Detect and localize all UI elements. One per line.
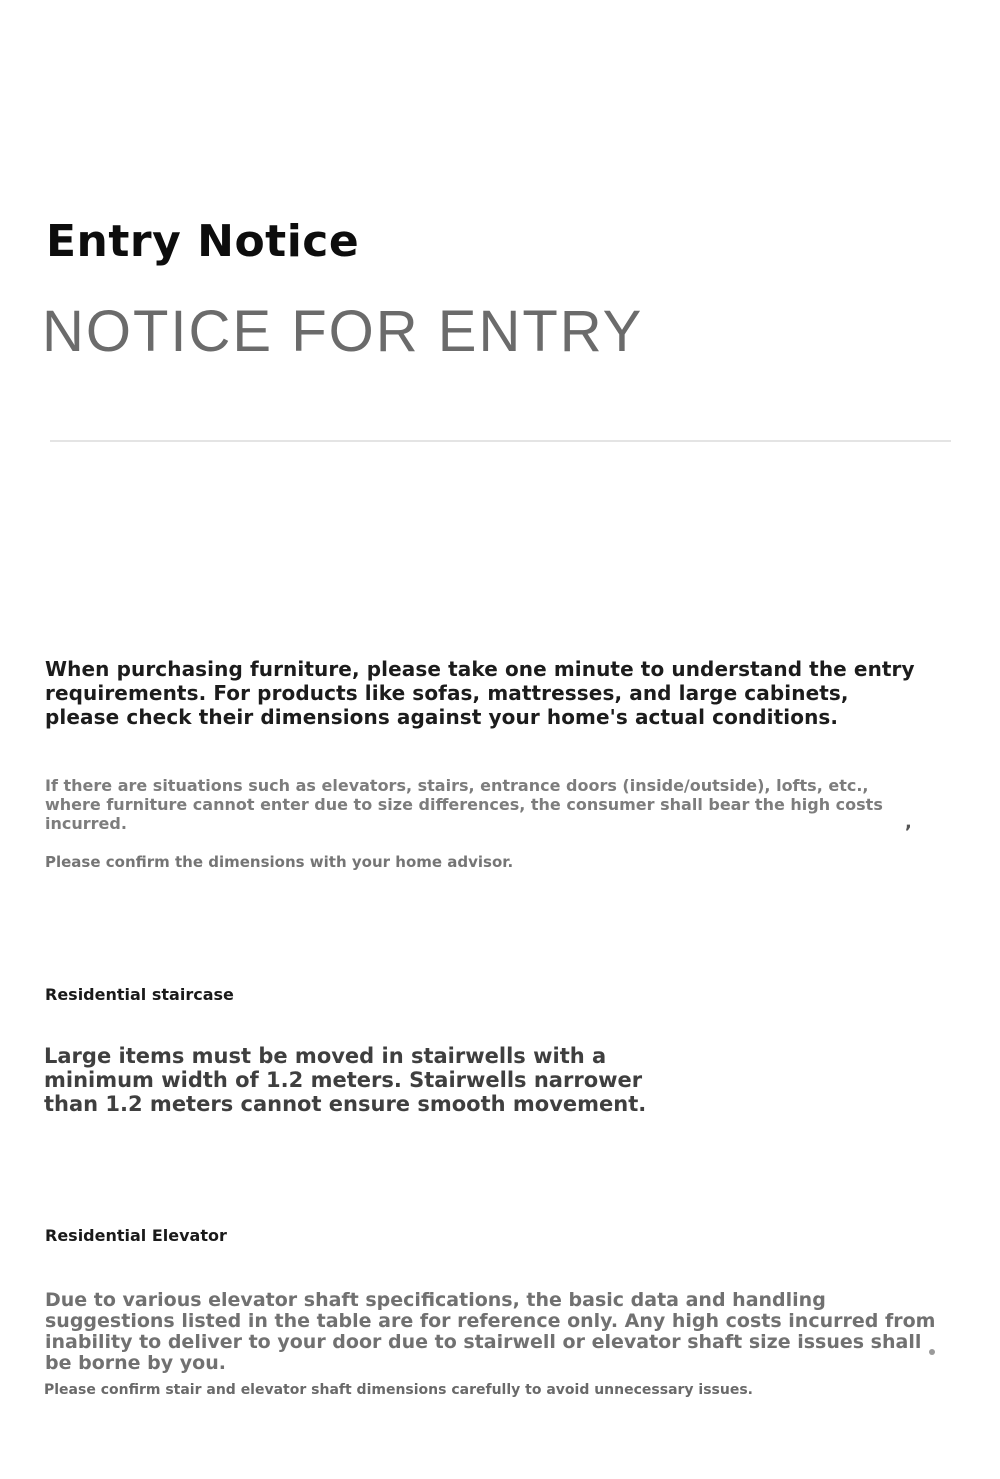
dot-mark — [929, 1349, 935, 1355]
page-title: Entry Notice — [46, 216, 360, 267]
cost-warning-paragraph: If there are situations such as elevators, stairs, entrance doors (inside/outside), lofts, etc., where furniture cannot enter due to size differences, the consumer shall bear the high costs incurred. — [45, 776, 883, 833]
trailing-comma-mark: , — [905, 812, 912, 833]
elevator-paragraph: Due to various elevator shaft specifications, the basic data and handling suggestions listed in the table are for reference only. Any high costs incurred from inability to deliver to your door due to stairwell or elevator shaft size issues shall be borne by you. — [45, 1289, 936, 1374]
advisor-confirm-note: Please confirm the dimensions with your home advisor. — [45, 853, 514, 871]
page-subtitle: NOTICE FOR ENTRY — [42, 299, 644, 364]
staircase-heading: Residential staircase — [45, 985, 234, 1004]
intro-paragraph: When purchasing furniture, please take one minute to understand the entry requirements. For products like sofas, mattresses, and large cabinets, please check their dimensions against your home's actual conditions. — [45, 657, 915, 729]
section-divider — [50, 440, 951, 442]
staircase-paragraph: Large items must be moved in stairwells with a minimum width of 1.2 meters. Stairwells narrower than 1.2 meters cannot ensure smooth movement. — [44, 1044, 647, 1116]
elevator-heading: Residential Elevator — [45, 1226, 227, 1245]
final-confirm-note: Please confirm stair and elevator shaft dimensions carefully to avoid unnecessary issues. — [44, 1382, 753, 1398]
